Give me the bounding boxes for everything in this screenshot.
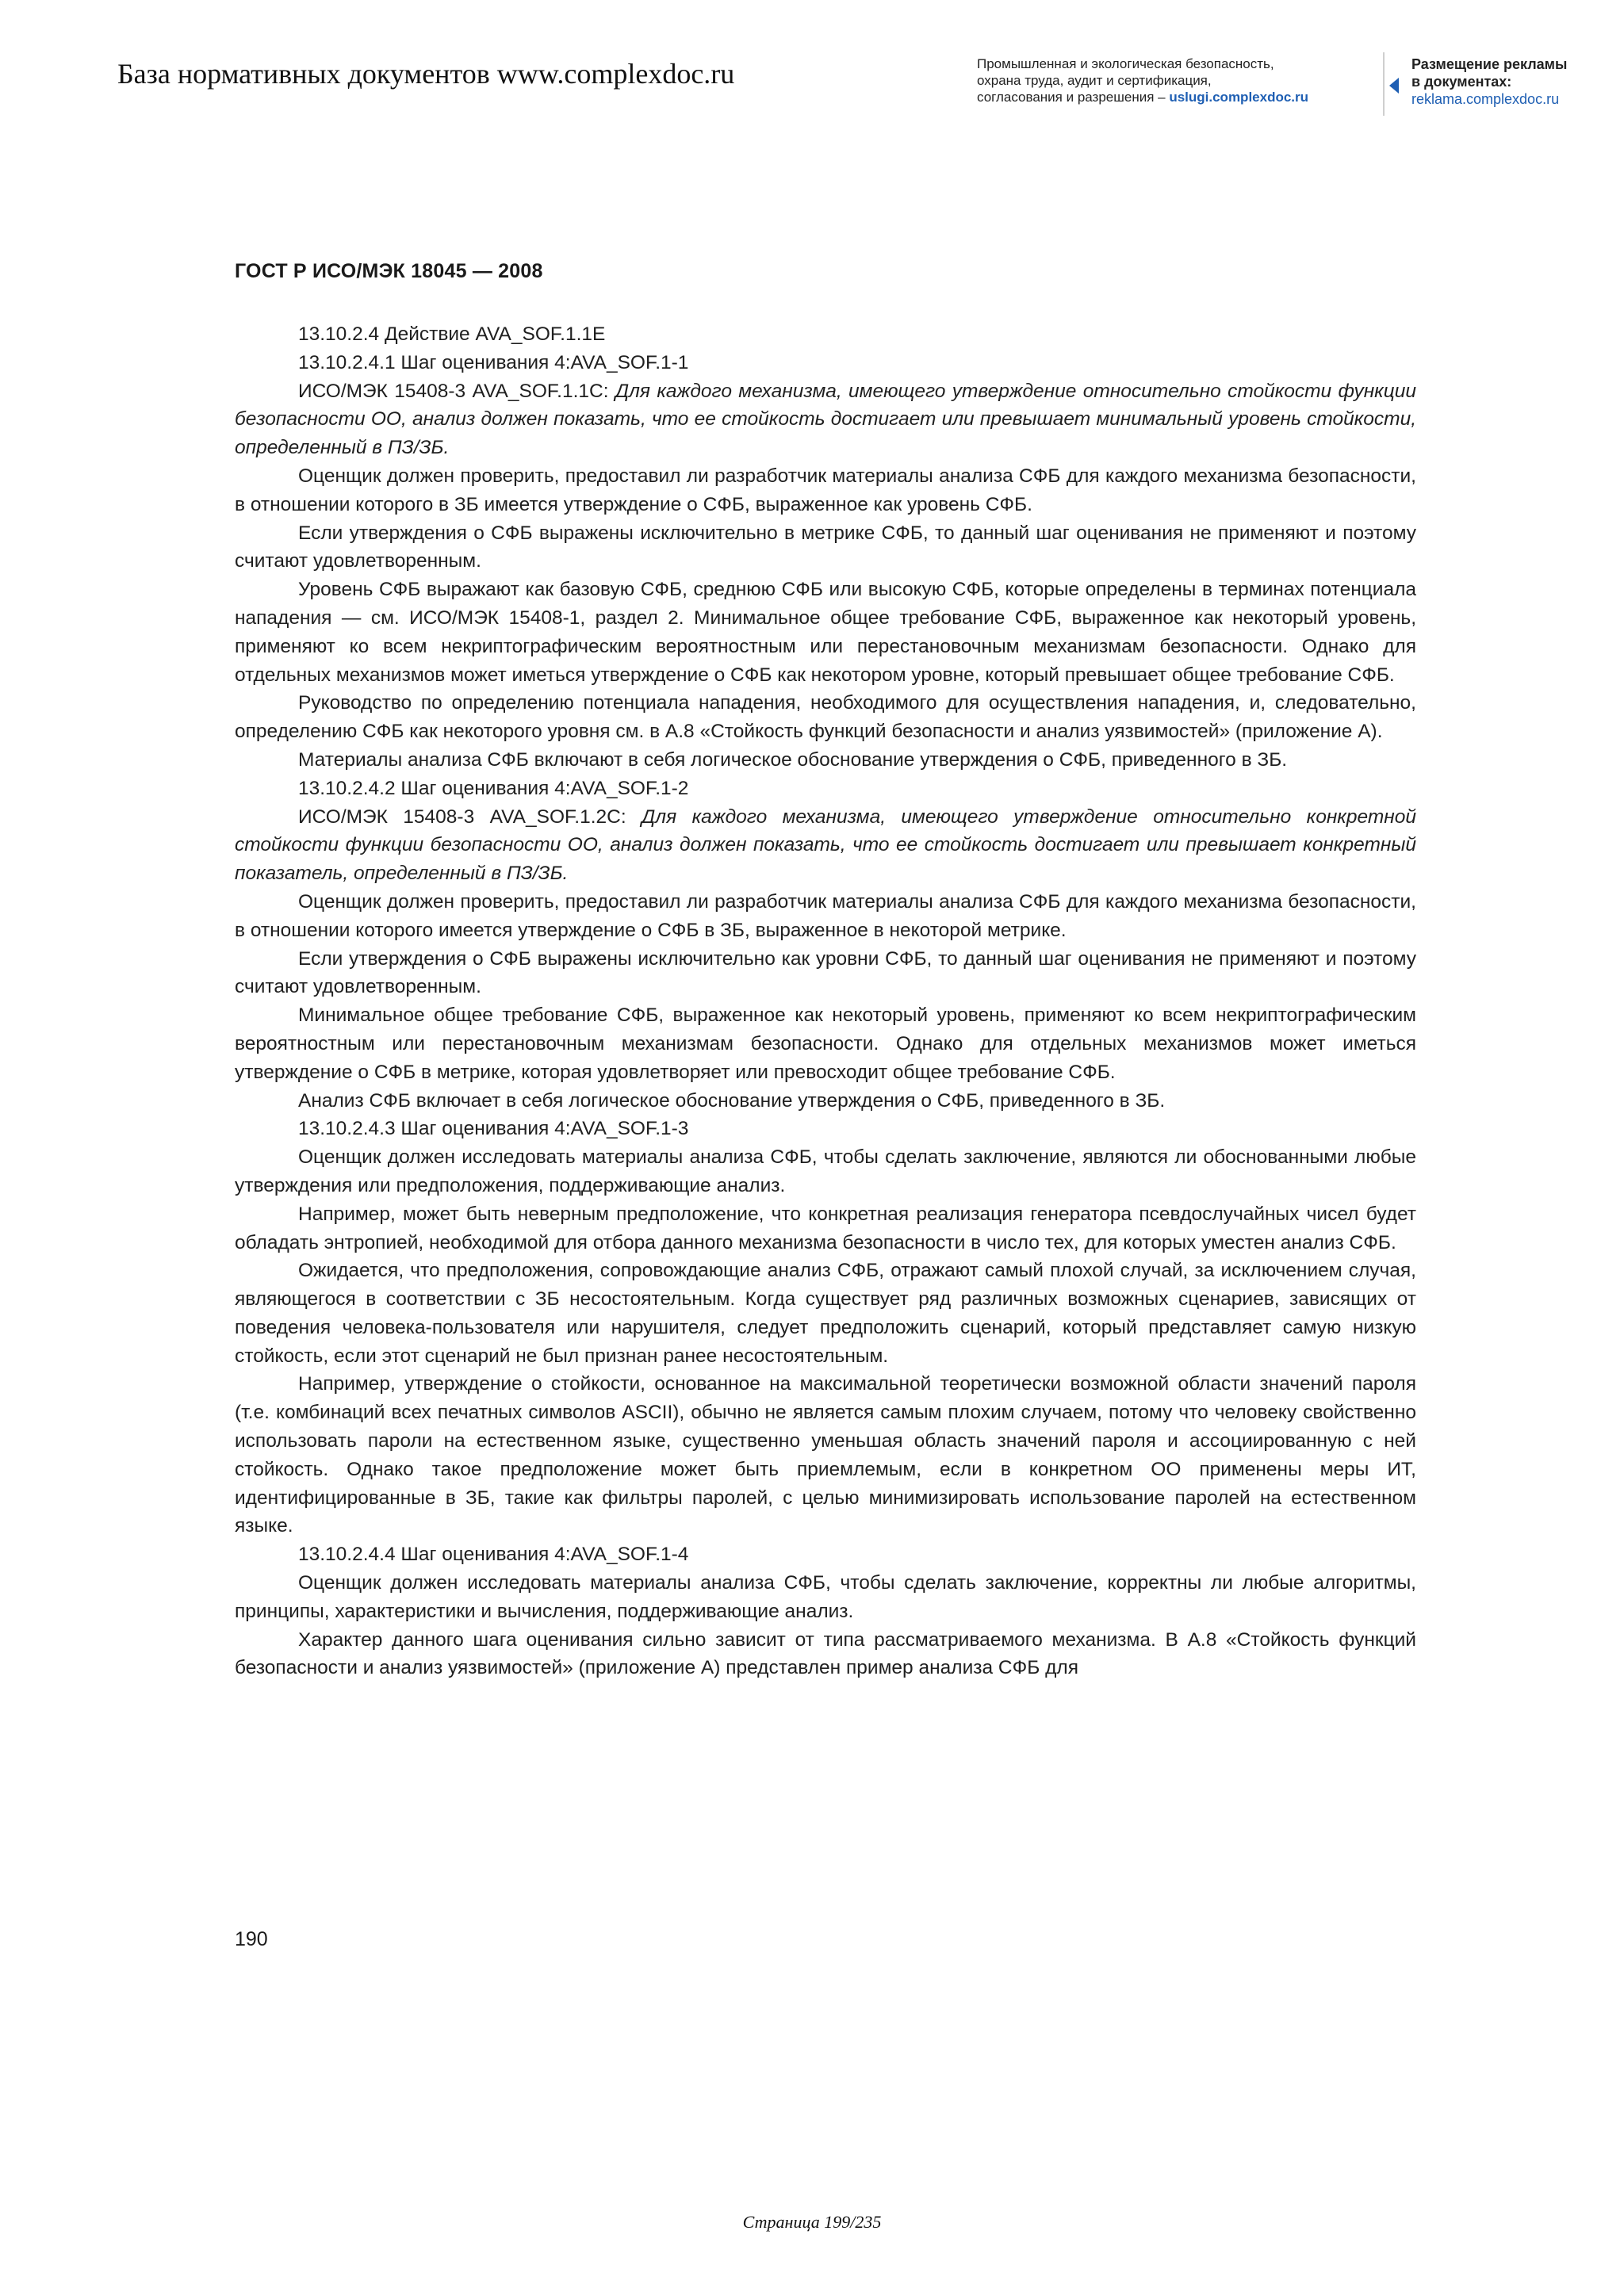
- step-heading: 13.10.2.4.1 Шаг оценивания 4:AVA_SOF.1-1: [298, 351, 689, 373]
- arrow-left-icon: [1389, 78, 1399, 94]
- body-paragraph: Например, утверждение о стойкости, основанное на максимальной теоретически возможной области значений пароля (т.е. комбинаций всех печатных символов ASCII), обычно не является самым плохим случаем, потому что человеку свойственно использовать пароли на естественном языке, существенно уменьшая область значений пароля и ассоциированную с ней стойкость. Однако такое предположение может быть приемлемым, если в конкретном ОО применены меры ИТ, идентифицированные в ЗБ, такие как фильтры паролей, с целью минимизировать использование паролей на естественном языке.: [235, 1373, 1416, 1537]
- document-header: ГОСТ Р ИСО/МЭК 18045 — 2008: [235, 260, 543, 282]
- requirement-paragraph: [235, 377, 1416, 462]
- step-heading: 13.10.2.4.2 Шаг оценивания 4:AVA_SOF.1-2: [298, 777, 689, 799]
- page-number: 190: [235, 1928, 268, 1950]
- services-link[interactable]: uslugi.complexdoc.ru: [1169, 90, 1309, 105]
- banner-ads-line1: Размещение рекламы: [1411, 56, 1568, 72]
- banner-ads: [1411, 55, 1602, 108]
- body-paragraph: Характер данного шага оценивания сильно зависит от типа рассматриваемого механизма. В А.8 «Стойкость функций безопасности и анализ уязвимостей» (приложение А) представлен пример анализа СФБ для: [235, 1628, 1416, 1679]
- body-paragraph: Например, может быть неверным предположение, что конкретная реализация генератора псевдослучайных чисел будет обладать энтропией, необходимой для отбора данного механизма безопасности в число тех, для которых уместен анализ СФБ.: [235, 1203, 1416, 1253]
- requirement-paragraph: [235, 803, 1416, 888]
- requirement-text: Для каждого механизма, имеющего утверждение относительно конкретной стойкости функции безопасности ОО, анализ должен показать, что ее стойкость достигает или превышает конкретный показатель, определенный в ПЗ/ЗБ.: [235, 806, 1416, 885]
- body-paragraph: Оценщик должен проверить, предоставил ли разработчик материалы анализа СФБ для каждого механизма безопасности, в отношении которого в ЗБ имеется утверждение о СФБ, выраженное как уровень СФБ.: [235, 465, 1416, 515]
- body-paragraph: Если утверждения о СФБ выражены исключительно в метрике СФБ, то данный шаг оценивания не применяют и поэтому считают удовлетворенным.: [235, 522, 1416, 572]
- requirement-ref: ИСО/МЭК 15408-3 AVA_SOF.1.2C:: [298, 806, 642, 828]
- body-paragraph: Уровень СФБ выражают как базовую СФБ, среднюю СФБ или высокую СФБ, которые определены в терминах потенциала нападения — см. ИСО/МЭК 15408-1, раздел 2. Минимальное общее требование СФБ, выраженное как некоторый уровень, применяют ко всем некриптографическим вероятностным или перестановочным механизмам безопасности. Однако для отдельных механизмов может иметься утверждение о СФБ как некотором уровне, который превышает общее требование СФБ.: [235, 579, 1416, 686]
- body-paragraph: Руководство по определению потенциала нападения, необходимого для осуществления нападения, и, следовательно, определению СФБ как некоторого уровня см. в А.8 «Стойкость функций безопасности и анализ уязвимостей» (приложение А).: [235, 692, 1416, 743]
- banner-services-text: согласования и разрешения –: [977, 90, 1170, 105]
- banner-ads-line2: в документах:: [1411, 74, 1512, 90]
- body-paragraph: Ожидается, что предположения, сопровождающие анализ СФБ, отражают самый плохой случай, за исключением случая, являющегося в соответствии с ЗБ несостоятельным. Когда существует ряд различных возможных сценариев, зависящих от поведения человека-пользователя или нарушителя, следует предположить сценарий, который представляет самую низкую стойкость, если этот сценарий не был признан ранее несостоятельным.: [235, 1260, 1416, 1367]
- requirement-ref: ИСО/МЭК 15408-3 AVA_SOF.1.1C:: [298, 380, 615, 402]
- banner-divider: [1383, 52, 1385, 116]
- requirement-text: Для каждого механизма, имеющего утверждение относительно стойкости функции безопасности ОО, анализ должен показать, что ее стойкость достигает или превышает минимальный уровень стойкости, определенный в ПЗ/ЗБ.: [235, 380, 1416, 459]
- step-heading: 13.10.2.4.4 Шаг оценивания 4:AVA_SOF.1-4: [298, 1544, 689, 1566]
- step-heading: 13.10.2.4.3 Шаг оценивания 4:AVA_SOF.1-3: [298, 1118, 689, 1140]
- body-paragraph: Если утверждения о СФБ выражены исключительно как уровни СФБ, то данный шаг оценивания не применяют и поэтому считают удовлетворенным.: [235, 947, 1416, 998]
- body-paragraph: Материалы анализа СФБ включают в себя логическое обоснование утверждения о СФБ, приведенного в ЗБ.: [298, 748, 1288, 771]
- body-paragraph: Минимальное общее требование СФБ, выраженное как некоторый уровень, применяют ко всем некриптографическим вероятностным или перестановочным механизмам безопасности. Однако для отдельных механизмов может иметься утверждение о СФБ в метрике, которая удовлетворяет или превосходит общее требование СФБ.: [235, 1004, 1416, 1083]
- banner-services-line2: охрана труда, аудит и сертификация,: [977, 73, 1212, 88]
- banner-services-line1: Промышленная и экологическая безопасность,: [977, 56, 1274, 71]
- banner-site-name: База нормативных документов www.complexdoc.ru: [117, 58, 735, 90]
- body-paragraph: Анализ СФБ включает в себя логическое обоснование утверждения о СФБ, приведенного в ЗБ.: [298, 1089, 1166, 1112]
- ads-link[interactable]: reklama.complexdoc.ru: [1411, 91, 1560, 107]
- document-body: [235, 320, 1416, 1682]
- banner-services: [977, 55, 1373, 105]
- section-heading: 13.10.2.4 Действие AVA_SOF.1.1E: [298, 323, 606, 345]
- body-paragraph: Оценщик должен исследовать материалы анализа СФБ, чтобы сделать заключение, являются ли обоснованными любые утверждения или предположения, поддерживающие анализ.: [235, 1146, 1416, 1196]
- banner-services-line3: [977, 89, 1373, 105]
- page-footer: Страница 199/235: [742, 2212, 882, 2232]
- body-paragraph: Оценщик должен исследовать материалы анализа СФБ, чтобы сделать заключение, корректны ли любые алгоритмы, принципы, характеристики и вычисления, поддерживающие анализ.: [235, 1572, 1416, 1622]
- body-paragraph: Оценщик должен проверить, предоставил ли разработчик материалы анализа СФБ для каждого механизма безопасности, в отношении которого имеется утверждение о СФБ в ЗБ, выраженное в некоторой метрике.: [235, 890, 1416, 941]
